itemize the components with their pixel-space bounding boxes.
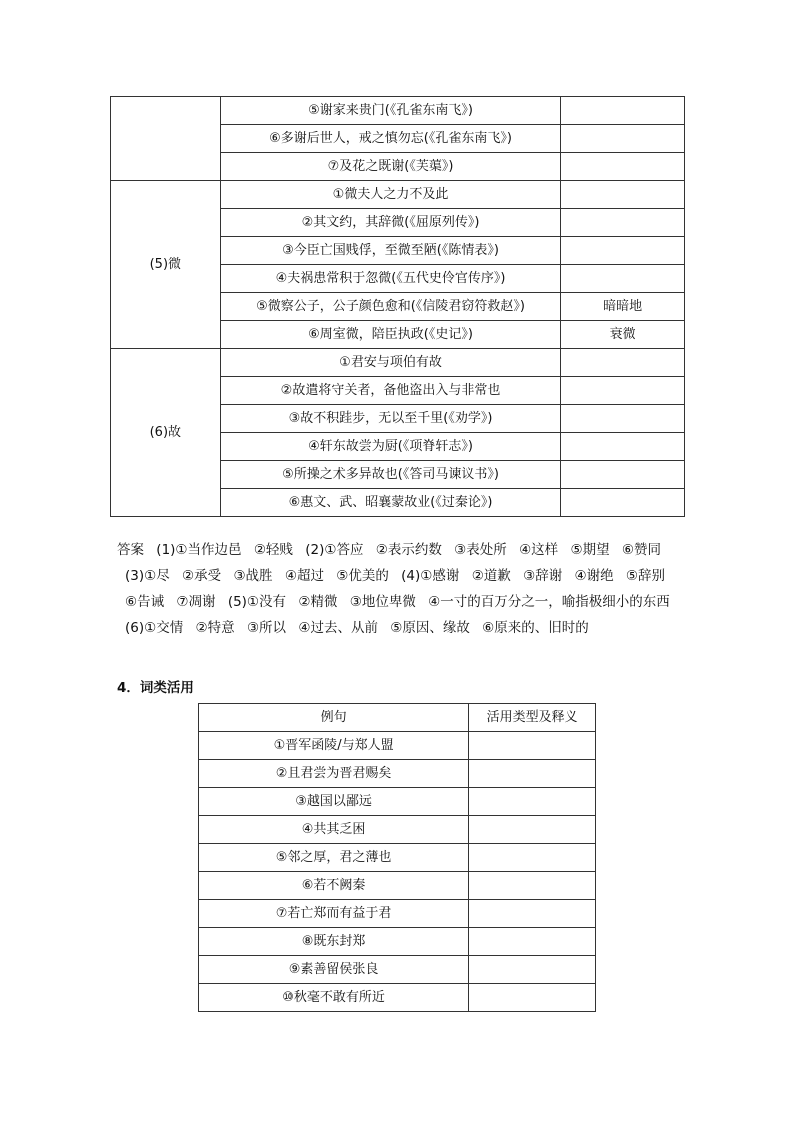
example-sentence: ③越国以鄙远	[199, 788, 469, 816]
answer-item: (3)①尽	[125, 568, 170, 584]
table-row	[199, 900, 596, 928]
table-row	[199, 788, 596, 816]
word-group-label: (5)微	[111, 181, 221, 349]
table-row	[111, 181, 685, 209]
table-row	[199, 956, 596, 984]
answer-item: (1)①当作边邑	[156, 542, 242, 558]
table-row	[111, 97, 685, 125]
answer-item: ②道歉	[471, 568, 511, 584]
answer-item: (5)①没有	[227, 594, 287, 610]
answer-item: ②特意	[195, 620, 235, 636]
answer-item: ⑤期望	[570, 542, 610, 558]
answer-item: ③辞谢	[523, 568, 563, 584]
answer-item: ⑤辞别	[625, 568, 666, 584]
table-row	[199, 816, 596, 844]
meaning-cell: 暗暗地	[561, 293, 685, 321]
meaning-cell	[561, 265, 685, 293]
answer-input-cell[interactable]	[469, 844, 596, 872]
example-sentence: ⑥若不阙秦	[199, 872, 469, 900]
example-sentence: ①君安与项伯有故	[220, 349, 561, 377]
answer-item: ⑥告诫	[125, 594, 165, 610]
answer-item: ③战胜	[233, 568, 273, 584]
word-meaning-table	[110, 96, 685, 517]
answer-item: ⑥赞同	[621, 542, 661, 558]
meaning-cell	[561, 433, 685, 461]
table-row	[199, 732, 596, 760]
answer-item: ②轻贱	[253, 542, 293, 558]
example-sentence: ④共其乏困	[199, 816, 469, 844]
answer-item: ②精微	[298, 594, 338, 610]
answer-item: ⑤原因、缘故	[390, 620, 470, 636]
answer-input-cell[interactable]	[469, 816, 596, 844]
example-sentence: ⑥多谢后世人，戒之慎勿忘(《孔雀东南飞》)	[220, 125, 561, 153]
answer-input-cell[interactable]	[469, 956, 596, 984]
example-sentence: ⑤所操之术多异故也(《答司马谏议书》)	[220, 461, 561, 489]
table-row	[199, 760, 596, 788]
meaning-cell	[561, 349, 685, 377]
answer-item: (6)①交情	[125, 620, 184, 636]
answer-input-cell[interactable]	[469, 928, 596, 956]
meaning-cell	[561, 237, 685, 265]
example-sentence: ①晋军函陵/与郑人盟	[199, 732, 469, 760]
example-sentence: ⑤微察公子，公子颜色愈和(《信陵君窃符救赵》)	[220, 293, 561, 321]
example-sentence: ①微夫人之力不及此	[220, 181, 561, 209]
header-example-sentence: 例句	[199, 704, 469, 732]
example-sentence: ②且君尝为晋君赐矣	[199, 760, 469, 788]
answer-item: ④一寸的百万分之一，喻指极细小的东西	[428, 594, 670, 610]
answer-input-cell[interactable]	[469, 984, 596, 1012]
example-sentence: ⑥惠文、武、昭襄蒙故业(《过秦论》)	[220, 489, 561, 517]
meaning-cell	[561, 405, 685, 433]
answer-item: ④过去、从前	[298, 620, 378, 636]
example-sentence: ⑤谢家来贵门(《孔雀东南飞》)	[220, 97, 561, 125]
answer-input-cell[interactable]	[469, 872, 596, 900]
table-row	[199, 844, 596, 872]
answer-item: ②承受	[182, 568, 222, 584]
example-sentence: ⑥周室微，陪臣执政(《史记》)	[220, 321, 561, 349]
table-row	[199, 872, 596, 900]
example-sentence: ⑦及花之既谢(《芙蕖》)	[220, 153, 561, 181]
header-usage-type: 活用类型及释义	[469, 704, 596, 732]
answer-input-cell[interactable]	[469, 732, 596, 760]
answer-block	[117, 537, 682, 641]
example-sentence: ②故遣将守关者，备他盗出入与非常也	[220, 377, 561, 405]
answer-input-cell[interactable]	[469, 900, 596, 928]
meaning-cell: 衰微	[561, 321, 685, 349]
example-sentence: ②其文约，其辞微(《屈原列传》)	[220, 209, 561, 237]
answer-item: ⑦凋谢	[176, 594, 216, 610]
answer-item: (2)①答应	[305, 542, 364, 558]
answer-item: ④这样	[519, 542, 559, 558]
meaning-cell	[561, 377, 685, 405]
answer-label: 答案	[117, 542, 144, 558]
table-header-row	[199, 704, 596, 732]
example-sentence: ⑤邻之厚，君之薄也	[199, 844, 469, 872]
word-group-label: (6)故	[111, 349, 221, 517]
table-row	[199, 984, 596, 1012]
meaning-cell	[561, 153, 685, 181]
word-group-label	[111, 97, 221, 181]
example-sentence: ④轩东故尝为厨(《项脊轩志》)	[220, 433, 561, 461]
answer-item: ③表处所	[454, 542, 507, 558]
answer-item: ⑤优美的	[336, 568, 389, 584]
answer-item: (4)①感谢	[401, 568, 460, 584]
meaning-cell	[561, 125, 685, 153]
answer-item: ②表示约数	[375, 542, 442, 558]
answer-item: ④谢绝	[574, 568, 614, 584]
table-row	[111, 349, 685, 377]
answer-input-cell[interactable]	[469, 760, 596, 788]
example-sentence: ⑨素善留侯张良	[199, 956, 469, 984]
answer-input-cell[interactable]	[469, 788, 596, 816]
answer-item: ④超过	[284, 568, 324, 584]
example-sentence: ⑩秋毫不敢有所近	[199, 984, 469, 1012]
example-sentence: ③今臣亡国贱俘，至微至陋(《陈情表》)	[220, 237, 561, 265]
word-class-usage-table	[198, 703, 596, 1012]
meaning-cell	[561, 489, 685, 517]
example-sentence: ④夫祸患常积于忽微(《五代史伶官传序》)	[220, 265, 561, 293]
example-sentence: ⑧既东封郑	[199, 928, 469, 956]
meaning-cell	[561, 209, 685, 237]
meaning-cell	[561, 461, 685, 489]
meaning-cell	[561, 181, 685, 209]
answer-item: ③所以	[246, 620, 287, 636]
answer-item: ⑥原来的、旧时的	[482, 620, 589, 636]
example-sentence: ③故不积跬步，无以至千里(《劝学》)	[220, 405, 561, 433]
answer-item: ③地位卑微	[349, 594, 416, 610]
example-sentence: ⑦若亡郑而有益于君	[199, 900, 469, 928]
table-row	[199, 928, 596, 956]
meaning-cell	[561, 97, 685, 125]
section-4-title: 4．词类活用	[117, 680, 194, 696]
